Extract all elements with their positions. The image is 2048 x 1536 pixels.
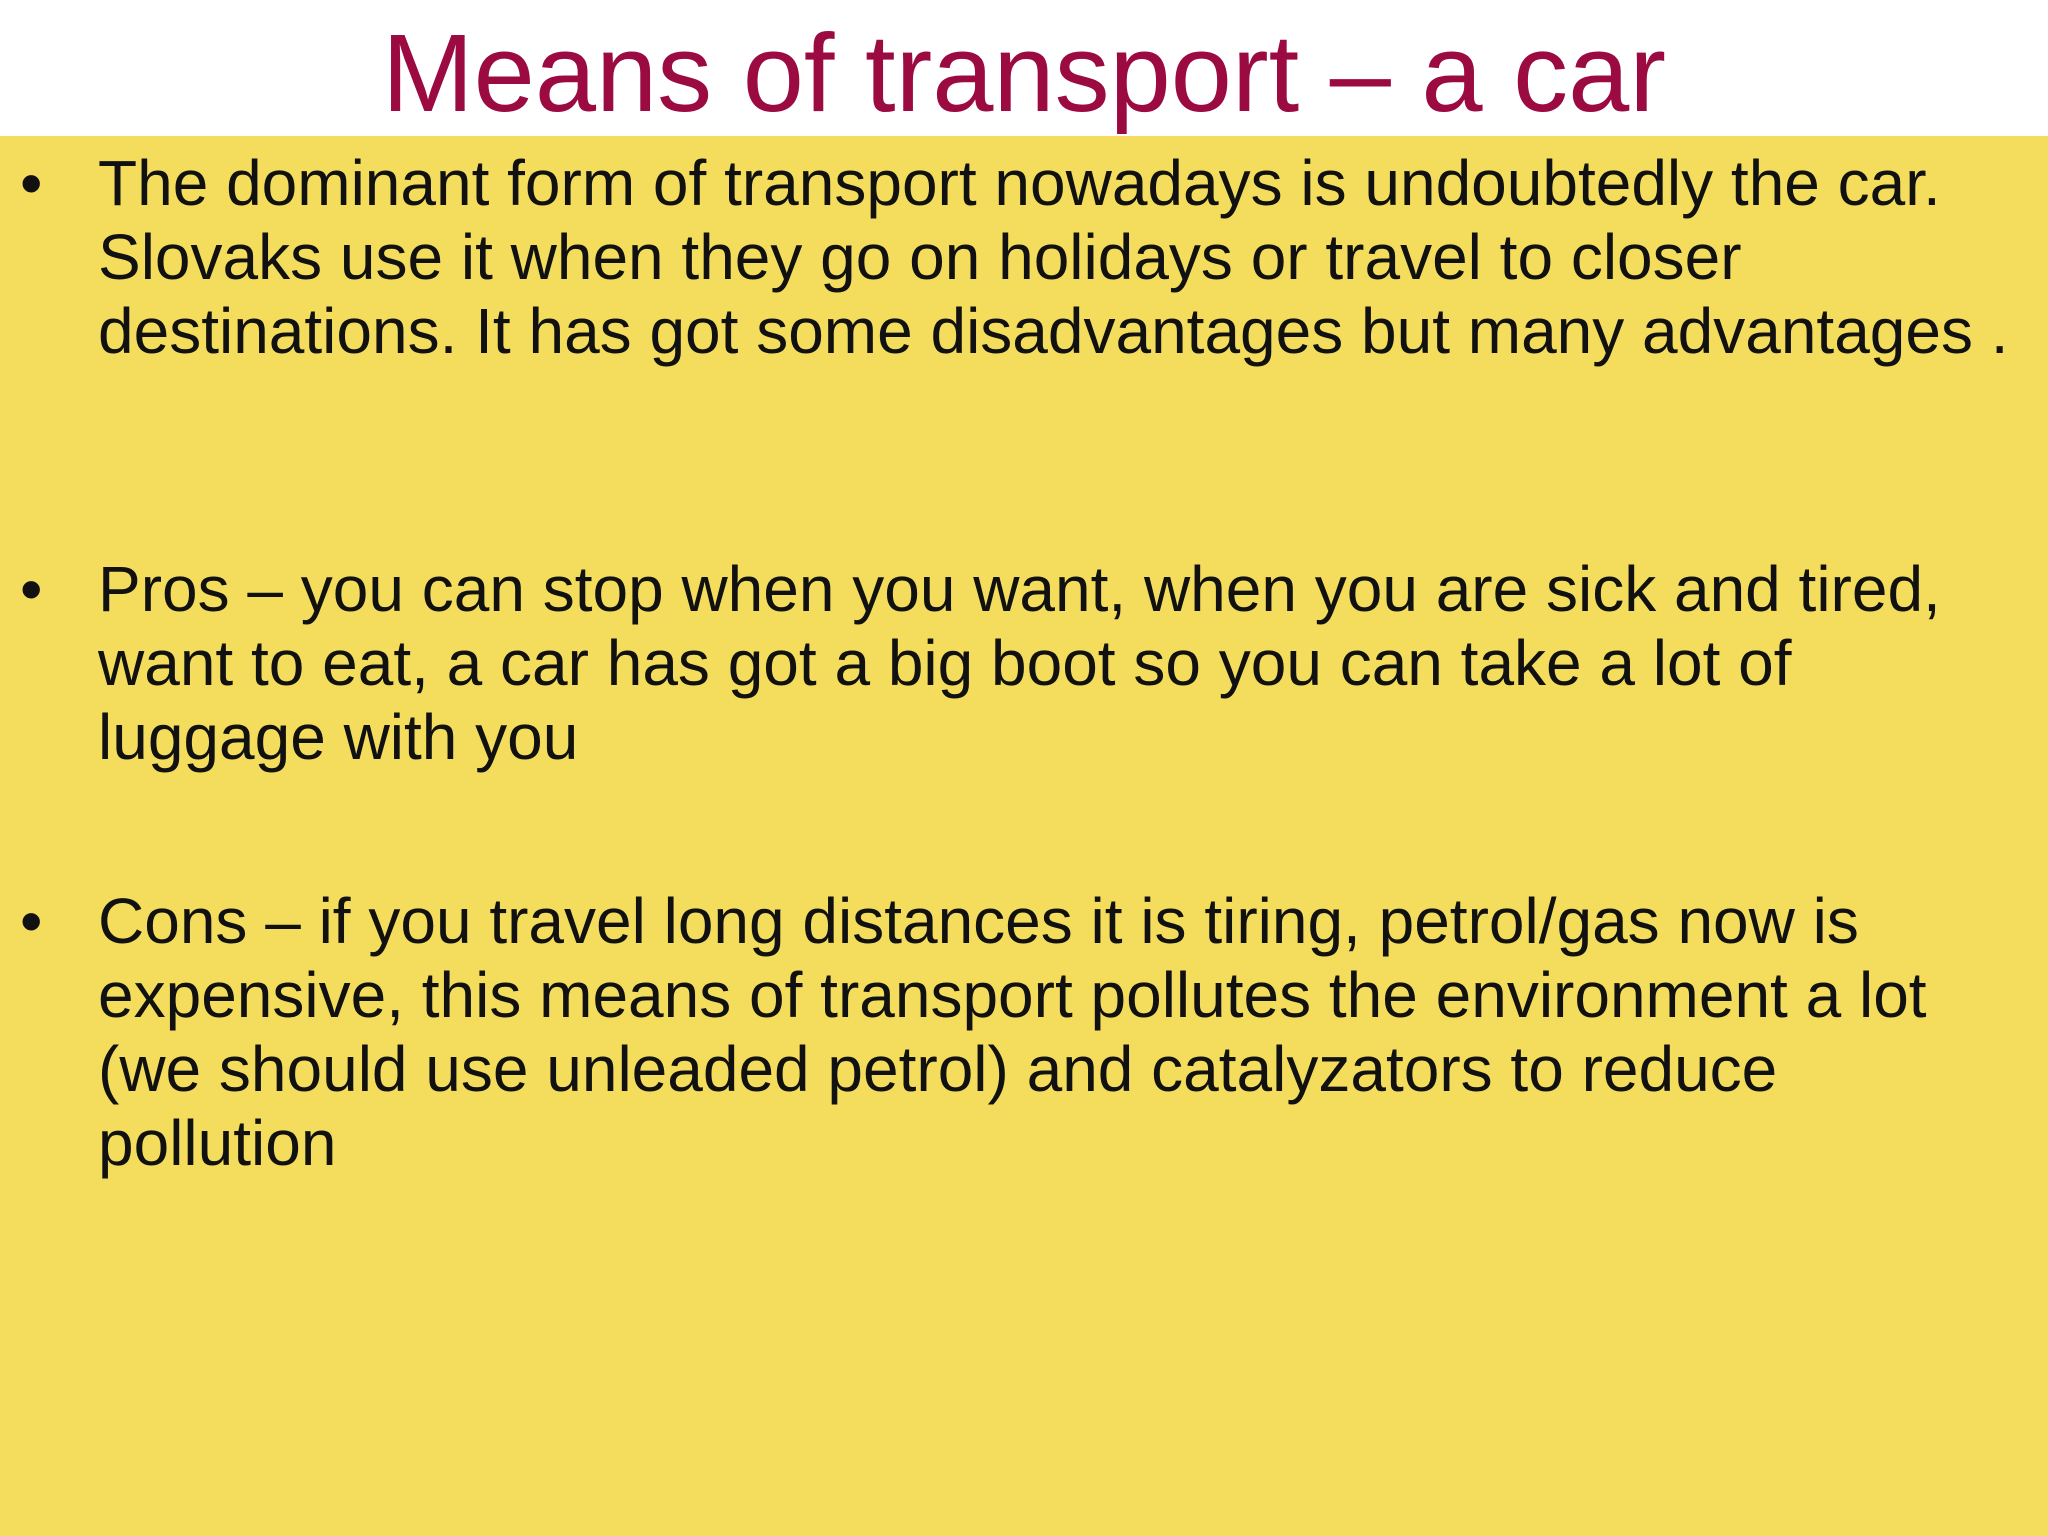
bullet-text: Pros – you can stop when you want, when you are sick and tired, want to eat, a car has got a big boot so you can take a lot of luggage with you (98, 553, 1941, 773)
bullet-text: The dominant form of transport nowadays is undoubtedly the car. Slovaks use it when they go on holidays or travel to closer destinations. It has got some disadvantages but many advantages . (98, 147, 2009, 367)
slide-title: Means of transport – a car (382, 12, 1666, 135)
bullet-dot-icon: • (20, 147, 43, 219)
bullet-text: Cons – if you travel long distances it is tiring, petrol/gas now is expensive, this means of transport pollutes the environment a lot (we should use unleaded petrol) and catalyzators to reduce pollution (98, 885, 1927, 1179)
bullet-dot-icon: • (20, 553, 43, 625)
slide-content (0, 136, 2048, 1536)
bullet-dot-icon: • (20, 885, 43, 957)
title-band (0, 0, 2048, 136)
